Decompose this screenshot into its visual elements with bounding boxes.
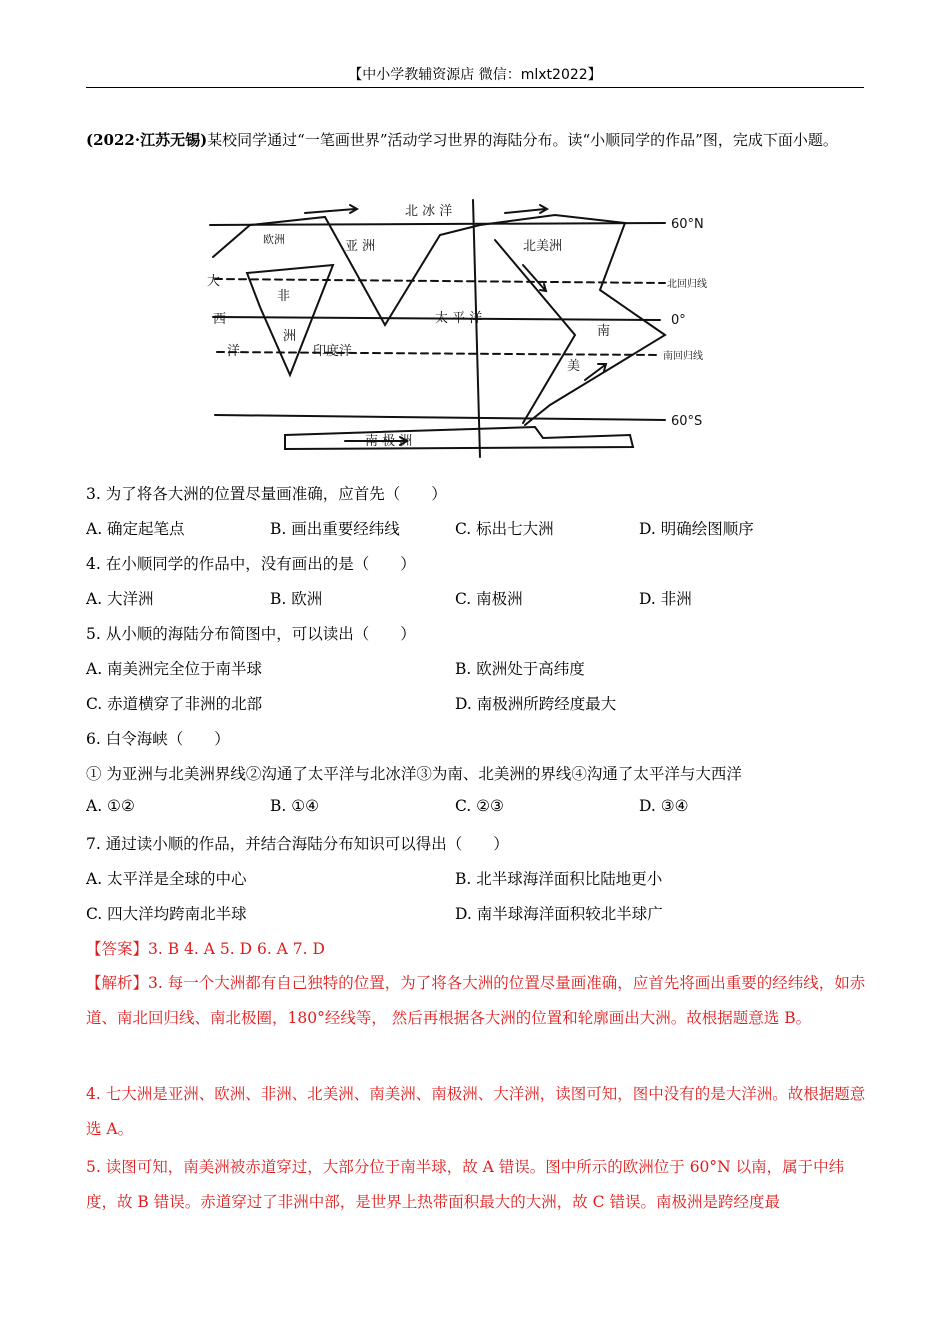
answer-tag: 【答案】 bbox=[86, 940, 149, 958]
analysis-q5: 5. 读图可知，南美洲被赤道穿过，大部分位于南半球，故 A 错误。图中所示的欧洲位于 60°N 以南，属于中纬度，故 B 错误。赤道穿过了非洲中部，是世界上热带面积最大的大洲，故 C 错误。南极洲是跨经度最 bbox=[86, 1158, 845, 1211]
q3-option-d: D. 明确绘图顺序 bbox=[639, 520, 754, 538]
label-60n: 60°N bbox=[671, 217, 704, 232]
q7-stem: 7. 通过读小顺的作品，并结合海陆分布知识可以得出（ ） bbox=[86, 835, 509, 853]
q6-statements: ① 为亚洲与北美洲界线②沟通了太平洋与北冰洋③为南、北美洲的界线④沟通了太平洋与大西洋 bbox=[86, 765, 742, 783]
answer-line bbox=[86, 937, 325, 959]
label-tropic-n: 北回归线 bbox=[667, 279, 707, 290]
antarctica-outline bbox=[285, 427, 633, 449]
lat-60n-line bbox=[210, 223, 665, 225]
answer-text: 3. B 4. A 5. D 6. A 7. D bbox=[148, 940, 325, 958]
one-stroke-world-map bbox=[205, 195, 725, 460]
analysis-q4: 4. 七大洲是亚洲、欧洲、非洲、北美洲、南美洲、南极洲、大洋洲，读图可知，图中没有的是大洋洲。故根据题意选 A。 bbox=[86, 1085, 866, 1138]
flow-arrow bbox=[505, 209, 545, 213]
q3-option-a: A. 确定起笔点 bbox=[86, 520, 185, 538]
analysis-q3 bbox=[86, 966, 866, 1036]
q4-option-b: B. 欧洲 bbox=[270, 590, 323, 608]
q5-option-b: B. 欧洲处于高纬度 bbox=[455, 660, 585, 678]
analysis-tag: 【解析】 bbox=[86, 974, 149, 992]
eurasia-outline bbox=[213, 217, 483, 326]
question-intro bbox=[86, 124, 864, 157]
lat-60s-line bbox=[215, 415, 665, 420]
q4-option-a: A. 大洋洲 bbox=[86, 590, 154, 608]
label-atlantic-3: 洋 bbox=[227, 344, 241, 359]
label-europe: 欧洲 bbox=[263, 233, 285, 246]
label-pacific: 太 平 洋 bbox=[435, 311, 483, 326]
q4-stem: 4. 在小顺同学的作品中，没有画出的是（ ） bbox=[86, 555, 416, 573]
q3-stem: 3. 为了将各大洲的位置尽量画准确，应首先（ ） bbox=[86, 485, 447, 503]
label-africa-2: 洲 bbox=[283, 329, 297, 344]
label-tropic-s: 南回归线 bbox=[663, 351, 703, 362]
label-60s: 60°S bbox=[671, 414, 703, 429]
label-africa-1: 非 bbox=[277, 289, 291, 304]
q7-option-d: D. 南半球海洋面积较北半球广 bbox=[455, 905, 663, 923]
label-antarctica: 南 极 洲 bbox=[365, 434, 413, 449]
q7-option-a: A. 太平洋是全球的中心 bbox=[86, 870, 247, 888]
header-divider bbox=[86, 87, 864, 88]
analysis-q3-text: 3. 每一个大洲都有自己独特的位置，为了将各大洲的位置尽量画准确，应首先将画出重要的经纬线，如赤道、南北回归线、南北极圈，180°经线等， 然后再根据各大洲的位置和轮廓画出大洲。故根据题意选 B。 bbox=[86, 974, 866, 1027]
question-source: (2022·江苏无锡) bbox=[86, 131, 208, 149]
q3-option-c: C. 标出七大洲 bbox=[455, 520, 554, 538]
label-indian-ocean: 印度洋 bbox=[313, 344, 353, 359]
q7-option-c: C. 四大洋均跨南北半球 bbox=[86, 905, 247, 923]
label-north-america: 北美洲 bbox=[523, 239, 563, 254]
q5-option-d: D. 南极洲所跨经度最大 bbox=[455, 695, 617, 713]
q4-option-c: C. 南极洲 bbox=[455, 590, 523, 608]
q6-option-d: D. ③④ bbox=[639, 797, 689, 815]
label-arctic: 北 冰 洋 bbox=[405, 204, 453, 219]
label-atlantic-1: 大 bbox=[207, 274, 221, 289]
q4-option-d: D. 非洲 bbox=[639, 590, 692, 608]
tropic-n-line bbox=[215, 279, 665, 283]
q5-option-c: C. 赤道横穿了非洲的北部 bbox=[86, 695, 263, 713]
label-atlantic-2: 西 bbox=[213, 312, 227, 327]
q6-option-b: B. ①④ bbox=[270, 797, 320, 815]
america-diagonal bbox=[495, 240, 575, 423]
q6-stem: 6. 白令海峡（ ） bbox=[86, 730, 230, 748]
label-south-america-1: 南 bbox=[597, 324, 611, 339]
q5-option-a: A. 南美洲完全位于南半球 bbox=[86, 660, 263, 678]
label-equator: 0° bbox=[671, 313, 686, 328]
q6-option-c: C. ②③ bbox=[455, 797, 504, 815]
intro-text: 某校同学通过“一笔画世界”活动学习世界的海陆分布。读“小顺同学的作品”图，完成下面小题。 bbox=[207, 131, 838, 149]
q6-option-a: A. ①② bbox=[86, 797, 135, 815]
label-asia: 亚 洲 bbox=[345, 239, 376, 254]
q5-stem: 5. 从小顺的海陆分布简图中，可以读出（ ） bbox=[86, 625, 416, 643]
label-south-america-2: 美 bbox=[567, 359, 581, 374]
tropic-s-line bbox=[217, 352, 660, 355]
page-header: 【中小学教辅资源店 微信：mlxt2022】 bbox=[348, 67, 602, 83]
q3-option-b: B. 画出重要经纬线 bbox=[270, 520, 400, 538]
flow-arrow bbox=[305, 209, 355, 213]
q7-option-b: B. 北半球海洋面积比陆地更小 bbox=[455, 870, 663, 888]
